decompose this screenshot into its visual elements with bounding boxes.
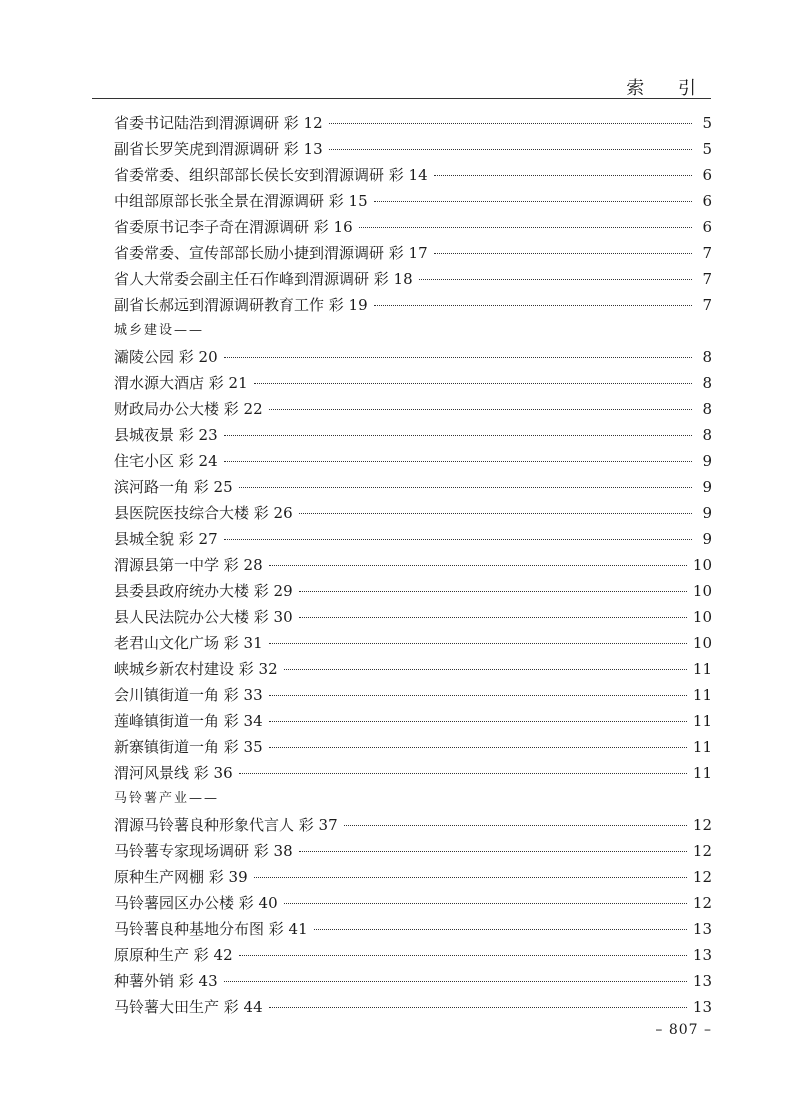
dot-leader [434, 175, 692, 176]
dot-leader [269, 643, 687, 644]
entry-page: 11 [692, 712, 712, 730]
index-entry [114, 734, 712, 760]
entry-page: 13 [692, 920, 712, 938]
entry-title: 省委常委、组织部部长侯长安到渭源调研 彩 14 [114, 166, 428, 184]
index-entry [114, 630, 712, 656]
entry-page: 13 [692, 998, 712, 1016]
dot-leader [329, 123, 692, 124]
entry-page: 9 [702, 530, 712, 548]
index-entry [114, 890, 712, 916]
header-rule [92, 98, 711, 99]
entry-title: 峡城乡新农村建设 彩 32 [114, 660, 278, 678]
dot-leader [269, 409, 692, 410]
entry-title: 会川镇街道一角 彩 33 [114, 686, 263, 704]
dot-leader [299, 513, 692, 514]
index-list [114, 110, 712, 1020]
dot-leader [374, 201, 692, 202]
entry-title: 住宅小区 彩 24 [114, 452, 218, 470]
entry-page: 6 [702, 192, 712, 210]
index-entry [114, 578, 712, 604]
entry-page: 10 [692, 634, 712, 652]
index-entry [114, 188, 712, 214]
dot-leader [224, 461, 692, 462]
entry-title: 县医院医技综合大楼 彩 26 [114, 504, 293, 522]
dot-leader [299, 591, 687, 592]
index-entry [114, 864, 712, 890]
entry-page: 8 [702, 348, 712, 366]
index-entry [114, 942, 712, 968]
dot-leader [434, 253, 692, 254]
entry-page: 13 [692, 946, 712, 964]
dot-leader [344, 825, 687, 826]
index-entry [114, 994, 712, 1020]
index-entry [114, 526, 712, 552]
entry-page: 5 [702, 140, 712, 158]
dot-leader [269, 1007, 687, 1008]
index-entry [114, 110, 712, 136]
dot-leader [254, 877, 687, 878]
entry-title: 渭水源大酒店 彩 21 [114, 374, 248, 392]
entry-page: 8 [702, 400, 712, 418]
index-entry [114, 708, 712, 734]
entry-title: 副省长郝远到渭源调研教育工作 彩 19 [114, 296, 368, 314]
entry-title: 马铃薯良种基地分布图 彩 41 [114, 920, 308, 938]
entry-title: 省委常委、宣传部部长励小捷到渭源调研 彩 17 [114, 244, 428, 262]
dot-leader [269, 695, 687, 696]
dot-leader [419, 279, 692, 280]
entry-title: 省人大常委会副主任石作峰到渭源调研 彩 18 [114, 270, 413, 288]
dot-leader [329, 149, 692, 150]
dot-leader [239, 487, 692, 488]
index-entry [114, 838, 712, 864]
index-entry [114, 162, 712, 188]
entry-title: 财政局办公大楼 彩 22 [114, 400, 263, 418]
index-entry [114, 422, 712, 448]
dot-leader [374, 305, 692, 306]
index-entry [114, 214, 712, 240]
entry-page: 8 [702, 426, 712, 444]
entry-page: 7 [702, 270, 712, 288]
entry-page: 9 [702, 452, 712, 470]
dot-leader [254, 383, 692, 384]
dot-leader [224, 357, 692, 358]
index-entry [114, 370, 712, 396]
index-entry [114, 552, 712, 578]
entry-page: 11 [692, 764, 712, 782]
dot-leader [239, 955, 687, 956]
index-entry [114, 760, 712, 786]
index-entry [114, 292, 712, 318]
index-entry [114, 968, 712, 994]
entry-title: 副省长罗笑虎到渭源调研 彩 13 [114, 140, 323, 158]
dot-leader [269, 747, 687, 748]
entry-title: 渭河风景线 彩 36 [114, 764, 233, 782]
entry-title: 马铃薯大田生产 彩 44 [114, 998, 263, 1016]
entry-title: 灞陵公园 彩 20 [114, 348, 218, 366]
entry-page: 7 [702, 296, 712, 314]
entry-title: 省委原书记李子奇在渭源调研 彩 16 [114, 218, 353, 236]
entry-title: 县城夜景 彩 23 [114, 426, 218, 444]
dot-leader [299, 617, 687, 618]
entry-title: 原原种生产 彩 42 [114, 946, 233, 964]
entry-page: 12 [692, 868, 712, 886]
dot-leader [284, 903, 687, 904]
entry-title: 渭源马铃薯良种形象代言人 彩 37 [114, 816, 338, 834]
entry-page: 9 [702, 504, 712, 522]
index-entry [114, 682, 712, 708]
dot-leader [239, 773, 687, 774]
entry-page: 10 [692, 556, 712, 574]
entry-page: 6 [702, 218, 712, 236]
index-entry [114, 812, 712, 838]
entry-title: 县委县政府统办大楼 彩 29 [114, 582, 293, 600]
index-entry [114, 240, 712, 266]
index-entry [114, 500, 712, 526]
index-entry [114, 344, 712, 370]
entry-title: 莲峰镇街道一角 彩 34 [114, 712, 263, 730]
entry-page: 10 [692, 608, 712, 626]
running-header: 索 引 [626, 78, 710, 99]
dot-leader [224, 435, 692, 436]
index-entry [114, 448, 712, 474]
section-heading: 城乡建设—— [114, 323, 205, 338]
entry-title: 原种生产网棚 彩 39 [114, 868, 248, 886]
entry-page: 10 [692, 582, 712, 600]
entry-title: 滨河路一角 彩 25 [114, 478, 233, 496]
entry-title: 县城全貌 彩 27 [114, 530, 218, 548]
entry-page: 11 [692, 660, 712, 678]
dot-leader [299, 851, 687, 852]
entry-page: 12 [692, 894, 712, 912]
entry-page: 7 [702, 244, 712, 262]
entry-page: 9 [702, 478, 712, 496]
dot-leader [314, 929, 687, 930]
entry-page: 11 [692, 738, 712, 756]
entry-title: 省委书记陆浩到渭源调研 彩 12 [114, 114, 323, 132]
entry-title: 马铃薯园区办公楼 彩 40 [114, 894, 278, 912]
dot-leader [269, 721, 687, 722]
dot-leader [359, 227, 692, 228]
entry-page: 12 [692, 816, 712, 834]
entry-title: 县人民法院办公大楼 彩 30 [114, 608, 293, 626]
index-entry [114, 916, 712, 942]
index-entry [114, 136, 712, 162]
entry-title: 中组部原部长张全景在渭源调研 彩 15 [114, 192, 368, 210]
index-entry [114, 474, 712, 500]
dot-leader [224, 539, 692, 540]
entry-page: 8 [702, 374, 712, 392]
dot-leader [224, 981, 687, 982]
page-number: – 807 – [655, 1022, 712, 1038]
dot-leader [269, 565, 687, 566]
index-entry [114, 266, 712, 292]
entry-title: 老君山文化广场 彩 31 [114, 634, 263, 652]
section-heading: 马铃薯产业—— [114, 791, 220, 806]
index-entry [114, 604, 712, 630]
entry-page: 12 [692, 842, 712, 860]
index-entry [114, 396, 712, 422]
entry-title: 马铃薯专家现场调研 彩 38 [114, 842, 293, 860]
entry-title: 渭源县第一中学 彩 28 [114, 556, 263, 574]
entry-page: 13 [692, 972, 712, 990]
entry-title: 新寨镇街道一角 彩 35 [114, 738, 263, 756]
entry-page: 6 [702, 166, 712, 184]
entry-page: 5 [702, 114, 712, 132]
dot-leader [284, 669, 687, 670]
index-entry [114, 656, 712, 682]
entry-page: 11 [692, 686, 712, 704]
entry-title: 种薯外销 彩 43 [114, 972, 218, 990]
